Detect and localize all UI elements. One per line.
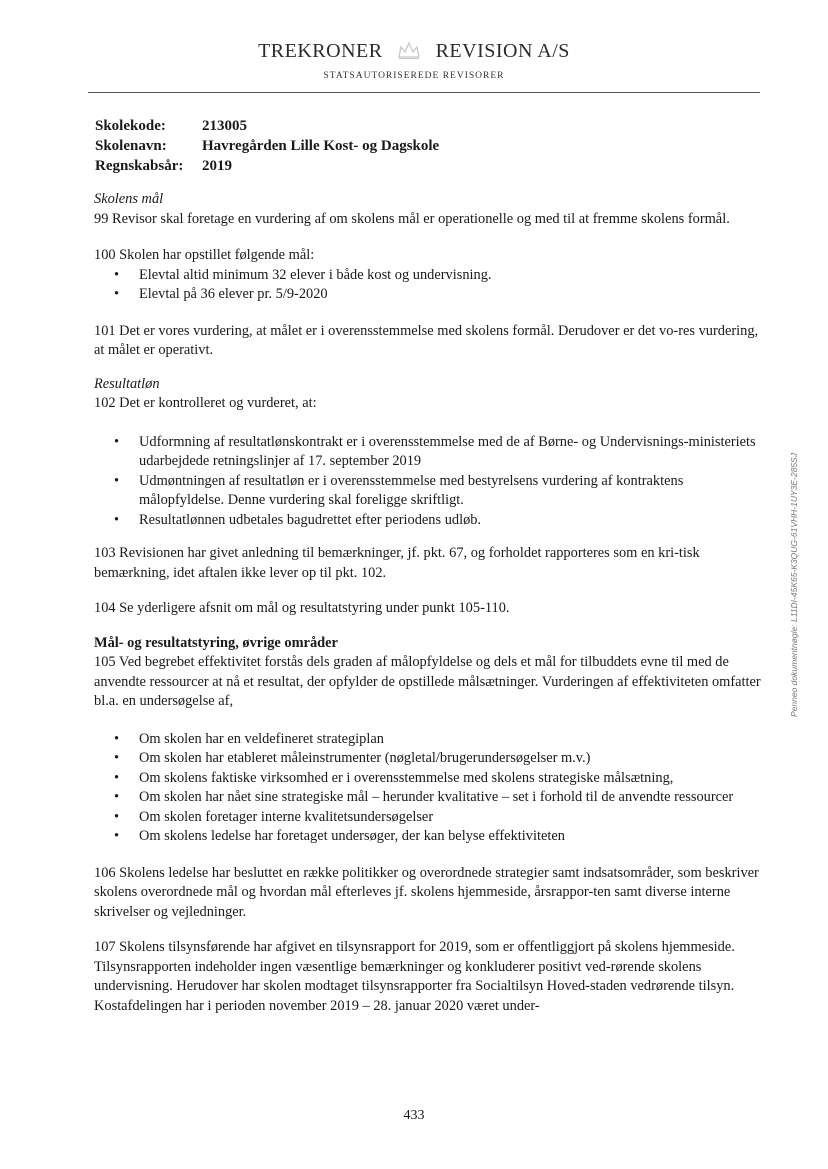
- document-key-note: [784, 430, 804, 740]
- meta-row-school-code: [95, 116, 439, 136]
- list-item: • Elevtal på 36 elever pr. 5/9-2020: [94, 285, 762, 305]
- list-item: • Om skolens ledelse har foretaget undersøger, der kan belyse effektiviteten: [94, 827, 762, 847]
- meta-value: 213005: [202, 118, 247, 134]
- goals-list: [94, 266, 762, 305]
- paragraph-99: 99 Revisor skal foretage en vurdering af om skolens mål er operationelle og med til at fremme skolens formål.: [94, 210, 730, 227]
- page-number: 433: [403, 1108, 425, 1123]
- list-item: • Udmøntningen af resultatløn er i overensstemmelse med bestyrelsens vurdering af kontraktens målopfyldelse. Denne vurdering skal foreligge skriftligt.: [94, 472, 762, 511]
- header-divider: [88, 92, 760, 93]
- effectiveness-list: [94, 730, 762, 847]
- list-item: • Om skolen har nået sine strategiske mål – herunder kvalitative – set i forhold til de anvendte ressourcer: [94, 788, 762, 808]
- paragraph-100: 100 Skolen har opstillet følgende mål:: [94, 247, 315, 263]
- paragraph-107: 107 Skolens tilsynsførende har afgivet en tilsynsrapport for 2019, som er offentliggjort på skolens hjemmeside. Tilsynsrapporten indeholder ingen væsentlige bemærkninger og konkluderer positivt ved-rørende skolens undervisning. Herudover har skolen modtaget tilsynsrapporter fra Socialtilsyn Hoved-staden vedrørende tilsyn. Kostafdelingen har i perioden november 2019 – 28. januar 2020 været under-: [94, 939, 735, 1014]
- list-item: • Resultatlønnen udbetales bagudrettet efter periodens udløb.: [94, 511, 762, 531]
- crown-logo-icon: [396, 40, 422, 60]
- paragraph-102: 102 Det er kontrolleret og vurderet, at:: [94, 395, 317, 411]
- meta-row-fiscal-year: [95, 156, 439, 176]
- meta-value: 2019: [202, 158, 232, 174]
- list-item: • Om skolens faktiske virksomhed er i overensstemmelse med skolens strategiske målsætning,: [94, 769, 762, 789]
- firm-name: [0, 40, 828, 63]
- paragraph-103: 103 Revisionen har givet anledning til bemærkninger, jf. pkt. 67, og forholdet rapporteres som en kri-tisk bemærkning, idet aftalen ikke lever op til pkt. 102.: [94, 545, 700, 581]
- list-item: • Om skolen foretager interne kvalitetsundersøgelser: [94, 808, 762, 828]
- paragraph-106: 106 Skolens ledelse har besluttet en række politikker og overordnede strategier samt indsatsområder, som beskriver skolens overordnede mål og hvordan mål efterleves jf. skolens hjemmeside, årsrappor-ten samt diverse interne skrivelser og vejledninger.: [94, 864, 759, 920]
- section-heading-goal-management: Mål- og resultatstyring, øvrige områder: [94, 634, 338, 651]
- school-meta: [95, 116, 439, 176]
- meta-row-school-name: [95, 136, 439, 156]
- section-heading-performance-pay: Resultatløn: [94, 375, 160, 392]
- list-item: • Om skolen har etableret måleinstrumenter (nøgletal/brugerundersøgelser m.v.): [94, 749, 762, 769]
- document-key-text: Penneo dokumentnøgle: L11DI-45K65-K3QUG-61VHH-1UY3E-285SJ: [789, 453, 799, 717]
- meta-value: Havregården Lille Kost- og Dagskole: [202, 138, 440, 154]
- paragraph-101: 101 Det er vores vurdering, at målet er i overensstemmelse med skolens formål. Derudover er det vo-res vurdering, at målet er operativt.: [94, 322, 759, 358]
- meta-label: Regnskabsår:: [95, 158, 184, 174]
- meta-label: Skolenavn:: [95, 138, 167, 154]
- performance-pay-list: [94, 433, 762, 531]
- paragraph-105: 105 Ved begrebet effektivitet forstås dels graden af målopfyldelse og dels et mål for tilbuddets evne til med de anvendte ressourcer at nå et resultat, der opfylder de opstillede målsætninger. Vurderingen af effektiviteten omfatter bl.a. en undersøgelse af,: [94, 654, 761, 709]
- firm-subtitle: STATSAUTORISEREDE REVISORER: [323, 71, 505, 81]
- section-heading-goals: Skolens mål: [94, 191, 164, 207]
- meta-label: Skolekode:: [95, 118, 166, 134]
- firm-name-right: REVISION A/S: [435, 40, 570, 62]
- paragraph-104: 104 Se yderligere afsnit om mål og resultatstyring under punkt 105-110.: [94, 600, 510, 616]
- document-body: [94, 190, 762, 1016]
- list-item: • Om skolen har en veldefineret strategiplan: [94, 730, 762, 750]
- firm-name-left: TREKRONER: [258, 40, 383, 62]
- list-item: • Elevtal altid minimum 32 elever i både kost og undervisning.: [94, 266, 762, 286]
- list-item: • Udformning af resultatlønskontrakt er i overensstemmelse med de af Børne- og Undervisnings-ministeriets udarbejdede retningslinjer af 17. september 2019: [94, 433, 762, 472]
